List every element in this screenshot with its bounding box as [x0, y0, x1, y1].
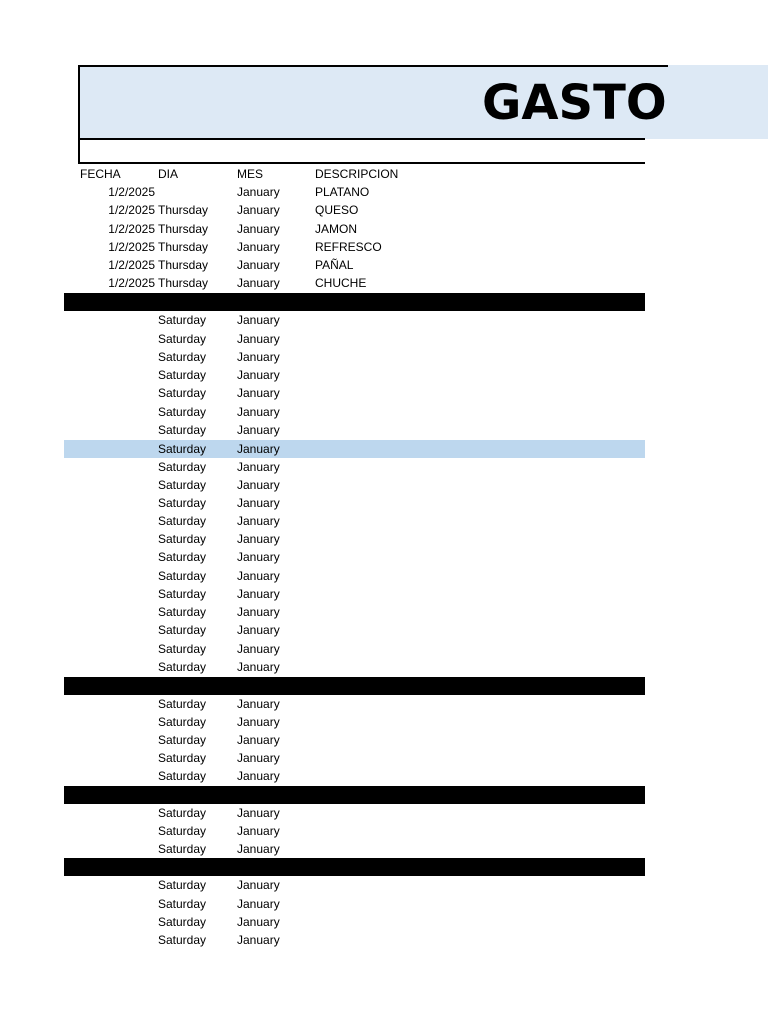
table-row — [64, 548, 645, 566]
cell-dia[interactable]: Thursday — [158, 203, 209, 217]
cell-mes[interactable]: January — [237, 897, 280, 911]
cell-dia[interactable]: Saturday — [158, 806, 207, 820]
cell-descripcion[interactable]: QUESO — [315, 203, 359, 217]
cell-mes[interactable]: January — [237, 842, 280, 856]
cell-dia[interactable]: Saturday — [158, 623, 207, 637]
separator-row — [64, 293, 645, 311]
cell-mes[interactable]: January — [237, 405, 280, 419]
cell-dia[interactable]: Saturday — [158, 605, 207, 619]
table-row — [64, 348, 645, 366]
table-row — [64, 695, 645, 713]
cell-dia[interactable]: Saturday — [158, 697, 207, 711]
table-row — [64, 640, 645, 658]
cell-mes[interactable]: January — [237, 185, 280, 199]
cell-mes[interactable]: January — [237, 313, 280, 327]
cell-dia[interactable]: Saturday — [158, 715, 207, 729]
table-row — [64, 603, 645, 621]
cell-dia[interactable]: Saturday — [158, 860, 207, 874]
table-row — [64, 256, 645, 274]
table-row — [64, 804, 645, 822]
cell-mes[interactable]: January — [237, 240, 280, 254]
cell-dia[interactable]: Saturday — [158, 350, 207, 364]
cell-mes[interactable]: January — [237, 550, 280, 564]
cell-mes[interactable]: January — [237, 442, 280, 456]
cell-mes[interactable]: January — [237, 496, 280, 510]
cell-fecha[interactable]: 1/2/2025 — [108, 222, 155, 236]
table-row — [64, 876, 645, 894]
separator-row — [64, 677, 645, 695]
cell-dia[interactable]: Thursday — [158, 222, 209, 236]
cell-mes[interactable]: January — [237, 788, 280, 802]
table-row — [64, 585, 645, 603]
table-row — [64, 220, 645, 238]
table-row — [64, 311, 645, 329]
header-row — [64, 165, 645, 183]
cell-mes[interactable]: January — [237, 532, 280, 546]
table-row — [64, 621, 645, 639]
cell-dia[interactable]: Saturday — [158, 550, 207, 564]
cell-descripcion[interactable]: PAÑAL — [315, 258, 354, 272]
cell-mes[interactable]: January — [237, 386, 280, 400]
cell-mes[interactable]: January — [237, 276, 280, 290]
cell-dia[interactable]: Saturday — [158, 769, 207, 783]
cell-dia[interactable]: Saturday — [158, 751, 207, 765]
cell-dia[interactable]: Saturday — [158, 642, 207, 656]
cell-dia[interactable]: Saturday — [158, 514, 207, 528]
cell-fecha[interactable]: 1/2/2025 — [108, 240, 155, 254]
cell-mes[interactable]: January — [237, 460, 280, 474]
table-row — [64, 713, 645, 731]
cell-dia[interactable]: Saturday — [158, 423, 207, 437]
cell-dia[interactable]: Saturday — [158, 587, 207, 601]
cell-descripcion[interactable]: CHUCHE — [315, 276, 367, 290]
cell-mes[interactable]: January — [237, 715, 280, 729]
cell-mes[interactable]: January — [237, 587, 280, 601]
cell-mes[interactable]: January — [237, 679, 280, 693]
cell-dia[interactable]: Saturday — [158, 532, 207, 546]
header-descripcion[interactable]: DESCRIPCION — [315, 167, 399, 181]
sheet-title: GASTO — [482, 75, 667, 131]
title-divider — [78, 138, 645, 140]
cell-dia[interactable]: Saturday — [158, 915, 207, 929]
header-fecha[interactable]: FECHA — [80, 167, 121, 181]
table-row — [64, 895, 645, 913]
table-row — [64, 749, 645, 767]
cell-mes[interactable]: January — [237, 222, 280, 236]
cell-mes[interactable]: January — [237, 824, 280, 838]
table-row — [64, 421, 645, 439]
cell-dia[interactable]: Saturday — [158, 733, 207, 747]
cell-dia[interactable]: Thursday — [158, 276, 209, 290]
cell-mes[interactable]: January — [237, 642, 280, 656]
table-row — [64, 366, 645, 384]
table-row — [64, 731, 645, 749]
table-row — [64, 840, 645, 858]
cell-fecha[interactable]: 1/2/2025 — [108, 276, 155, 290]
cell-mes[interactable]: January — [237, 350, 280, 364]
cell-mes[interactable]: January — [237, 368, 280, 382]
cell-descripcion[interactable]: REFRESCO — [315, 240, 382, 254]
cell-dia[interactable]: Saturday — [158, 660, 207, 674]
cell-dia[interactable]: Saturday — [158, 878, 207, 892]
cell-dia[interactable]: Saturday — [158, 442, 207, 456]
cell-mes[interactable]: January — [237, 660, 280, 674]
cell-dia[interactable]: Saturday — [158, 405, 207, 419]
cell-mes[interactable]: January — [237, 933, 280, 947]
table-row — [64, 512, 645, 530]
table-row — [64, 658, 645, 676]
cell-mes[interactable]: January — [237, 697, 280, 711]
table-row — [64, 822, 645, 840]
cell-mes[interactable]: January — [237, 733, 280, 747]
table-row — [64, 476, 645, 494]
cell-dia[interactable]: Thursday — [158, 240, 209, 254]
table-row — [64, 767, 645, 785]
table-row — [64, 530, 645, 548]
cell-dia[interactable]: Saturday — [158, 679, 207, 693]
cell-mes[interactable]: January — [237, 623, 280, 637]
table-row — [64, 403, 645, 421]
table-row — [64, 931, 645, 949]
cell-mes[interactable]: January — [237, 605, 280, 619]
cell-dia[interactable]: Thursday — [158, 258, 209, 272]
table-row — [64, 440, 645, 458]
table-row — [64, 384, 645, 402]
cell-fecha[interactable]: 1/2/2025 — [108, 185, 155, 199]
cell-dia[interactable]: Saturday — [158, 478, 207, 492]
header-mes[interactable]: MES — [237, 167, 264, 181]
cell-mes[interactable]: January — [237, 860, 280, 874]
separator-row — [64, 858, 645, 876]
cell-mes[interactable]: January — [237, 423, 280, 437]
cell-dia[interactable]: Saturday — [158, 386, 207, 400]
table-row — [64, 201, 645, 219]
title-cell[interactable] — [80, 67, 667, 138]
cell-mes[interactable]: January — [237, 769, 280, 783]
table-row — [64, 274, 645, 292]
cell-mes[interactable]: January — [237, 915, 280, 929]
cell-dia[interactable]: Saturday — [158, 368, 207, 382]
cell-mes[interactable]: January — [237, 878, 280, 892]
table-row — [64, 913, 645, 931]
cell-descripcion[interactable]: JAMON — [315, 222, 357, 236]
cell-dia[interactable]: Saturday — [158, 569, 207, 583]
table-row — [64, 330, 645, 348]
cell-dia[interactable]: Saturday — [158, 842, 207, 856]
cell-descripcion[interactable]: PLATANO — [315, 185, 370, 199]
table-row — [64, 458, 645, 476]
page-margin — [645, 139, 768, 1024]
table-row — [64, 183, 645, 201]
table-row — [64, 494, 645, 512]
cell-mes[interactable]: January — [237, 258, 280, 272]
cell-mes[interactable]: January — [237, 751, 280, 765]
cell-dia[interactable]: Saturday — [158, 933, 207, 947]
cell-mes[interactable]: January — [237, 569, 280, 583]
cell-mes[interactable]: January — [237, 332, 280, 346]
cell-dia[interactable]: Saturday — [158, 313, 207, 327]
cell-dia[interactable]: Saturday — [158, 332, 207, 346]
header-dia[interactable]: DIA — [158, 167, 179, 181]
cell-dia[interactable]: Saturday — [158, 824, 207, 838]
cell-mes[interactable]: January — [237, 203, 280, 217]
table-row — [64, 238, 645, 256]
cell-mes[interactable]: January — [237, 478, 280, 492]
cell-dia[interactable]: Saturday — [158, 788, 207, 802]
cell-dia[interactable]: Saturday — [158, 460, 207, 474]
table-row — [64, 567, 645, 585]
cell-mes[interactable]: January — [237, 514, 280, 528]
cell-fecha[interactable]: 1/2/2025 — [108, 258, 155, 272]
cell-dia[interactable]: Saturday — [158, 897, 207, 911]
cell-fecha[interactable]: 1/2/2025 — [108, 203, 155, 217]
cell-dia[interactable]: Saturday — [158, 496, 207, 510]
cell-mes[interactable]: January — [237, 806, 280, 820]
separator-row — [64, 786, 645, 804]
